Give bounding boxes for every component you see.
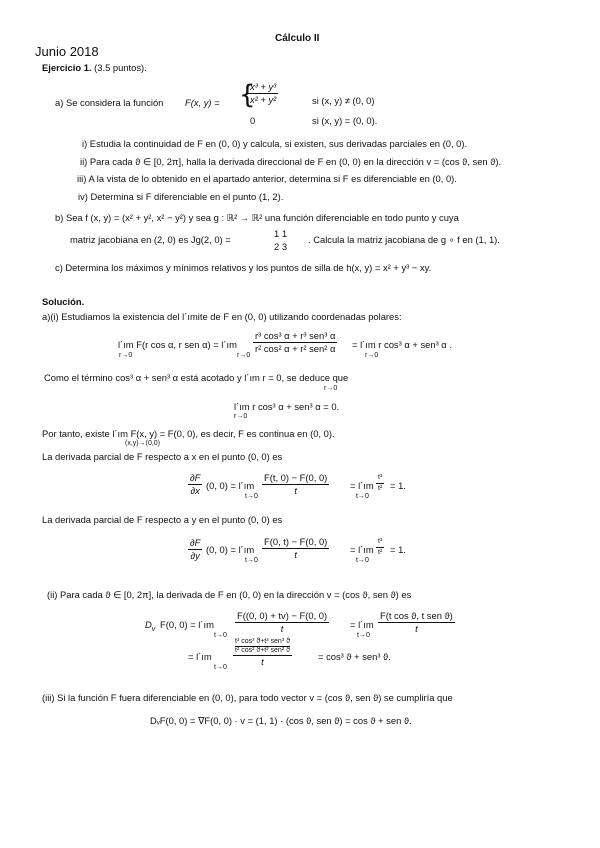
polar-rhs: = l´ım r cos³ α + sen³ α . — [352, 339, 452, 350]
part-a-case1: si (x, y) ≠ (0, 0) — [312, 95, 375, 106]
jacobian-row-1: 1 1 — [274, 228, 288, 239]
ii-intro: (ii) Para cada ϑ ∈ [0, 2π], la derivada de F en (0, 0) en la dirección v = (cos ϑ, sen ϑ) es — [47, 589, 412, 600]
iii-intro: (iii) Si la función F fuera diferenciable en (0, 0), para todo vector v = (cos ϑ, sen ϑ) se cumpliría que — [42, 692, 453, 703]
dfdy-frac-den: t — [294, 549, 297, 561]
part-a-zero: 0 — [250, 115, 256, 126]
dv-den2: t — [415, 623, 418, 635]
polar-numerator: r³ cos³ α + r³ sen³ α — [253, 331, 337, 343]
dv-sub: v — [151, 625, 156, 633]
bounded-sub: r→0 — [324, 385, 338, 392]
dfdx-sub-1: t→0 — [245, 493, 258, 500]
dv-nested-num — [233, 638, 292, 656]
dfdx-t-fraction — [376, 474, 384, 492]
dv-inner-den: t² cos² ϑ+t² sen² ϑ — [235, 646, 290, 654]
dv-fraction-2 — [378, 611, 455, 635]
continuity-sub: (x,y)→(0,0) — [125, 440, 160, 447]
dfdx-frac-num: F(t, 0) − F(0, 0) — [262, 473, 329, 485]
exercise-item-ii: ii) Para cada ϑ ∈ [0, 2π], halla la derivada direccional de F en (0, 0) en la dirección v = (cos ϑ, sen ϑ). — [80, 156, 502, 167]
part-a-function: F(x, y) = — [185, 97, 220, 108]
solution-title: Solución. — [42, 296, 85, 307]
part-a-intro: a) Se considera la función — [55, 97, 164, 108]
part-b-line1: b) Sea f (x, y) = (x² + y², x² − y²) y sea g : ℝ² → ℝ² una función diferenciable en todo punto y cuya — [55, 212, 459, 223]
dv-result: = cos³ ϑ + sen³ ϑ. — [318, 651, 391, 662]
dfdx-symbol — [188, 473, 202, 497]
part-b-line2a: matriz jacobiana en (2, 0) es Jg(2, 0) = — [70, 234, 231, 245]
limit-zero: l´ım r cos³ α + sen³ α = 0. — [234, 401, 340, 412]
dfdx-fraction — [262, 473, 329, 497]
jacobian-matrix — [274, 227, 287, 253]
part-b-line2b: . Calcula la matriz jacobiana de g ∘ f en (1, 1). — [308, 234, 500, 245]
dv-num2: F(t cos ϑ, t sen ϑ) — [378, 611, 455, 623]
jacobian-row-2: 2 3 — [274, 241, 288, 253]
dv-fraction-1 — [235, 611, 329, 635]
exercise-item-iv: iv) Determina si F diferenciable en el punto (1, 2). — [78, 191, 284, 202]
exercise-item-i: i) Estudia la continuidad de F en (0, 0) y calcula, si existen, sus derivadas parciales en (0, 0). — [82, 138, 468, 149]
exercise-title: Ejercicio 1. — [42, 62, 92, 73]
dv-d: D — [145, 619, 152, 630]
partial-x-text: La derivada parcial de F respecto a x en el punto (0, 0) es — [42, 451, 283, 462]
dv-nested-den: t — [261, 656, 264, 668]
dfdx-t3: t³ — [376, 474, 384, 484]
dv-num1: F((0, 0) + tv) − F(0, 0) — [235, 611, 329, 623]
dfdy-rhs: = l´ım — [350, 544, 374, 555]
dv-sub-1: t→0 — [214, 632, 227, 639]
dfdy-t-fraction — [376, 538, 384, 556]
bounded-text: Como el término cos³ α + sen³ α está acotado y l´ım r = 0, se deduce que — [44, 372, 349, 383]
dv-sub-2: t→0 — [357, 632, 370, 639]
dfdy-at: (0, 0) = l´ım — [206, 544, 255, 555]
part-a-numerator: x³ + y³ — [248, 82, 278, 94]
dfdx-t2: t² — [378, 484, 383, 492]
dfdy-frac-num: F(0, t) − F(0, 0) — [262, 537, 329, 549]
dv-mid: = l´ım — [350, 619, 374, 630]
dv-den1: t — [280, 623, 284, 635]
polar-fraction — [253, 331, 337, 355]
dfdy-t3: t³ — [376, 538, 384, 548]
dfdy-sub-2: t→0 — [356, 557, 369, 564]
solution-a-i-intro: a)(i) Estudiamos la existencia del l´ımite de F en (0, 0) utilizando coordenadas polares: — [42, 311, 402, 322]
dfdx-rhs: = l´ım — [350, 480, 374, 491]
polar-denominator: r² cos² α + r² sen² α — [255, 343, 336, 355]
partial-y-text: La derivada parcial de F respecto a y en el punto (0, 0) es — [42, 514, 283, 525]
dfdy-result: = 1. — [390, 544, 406, 555]
course-title: Cálculo II — [275, 33, 320, 44]
polar-sub-3: r→0 — [365, 352, 379, 359]
polar-lhs: l´ım F(r cos α, r sen α) = l´ım — [118, 339, 237, 350]
part-a-case2: si (x, y) = (0, 0). — [312, 115, 378, 126]
dfdy-sub-1: t→0 — [245, 557, 258, 564]
exam-date: Junio 2018 — [35, 44, 99, 59]
dfdx-frac-den: t — [294, 485, 297, 497]
iii-equation: DᵥF(0, 0) = ∇F(0, 0) · v = (1, 1) · (cos ϑ, sen ϑ) = cos ϑ + sen ϑ. — [150, 715, 412, 726]
continuity-text: Por tanto, existe l´ım F(x, y) = F(0, 0), es decir, F es continua en (0, 0). — [42, 428, 335, 439]
exercise-item-iii: iii) A la vista de lo obtenido en el apartado anterior, determina si F es diferenciable en (0, 0). — [77, 173, 457, 184]
dv-nested-fraction — [233, 638, 292, 668]
polar-sub-2: r→0 — [237, 352, 251, 359]
dfdx-num: ∂F — [188, 473, 202, 485]
part-a-fraction — [248, 82, 278, 106]
dv-lhs — [145, 620, 155, 634]
piecewise-brace: { — [239, 80, 256, 110]
dv-line2-eq: = l´ım — [188, 651, 212, 662]
polar-sub-1: r→0 — [119, 352, 133, 359]
dfdx-at: (0, 0) = l´ım — [206, 480, 255, 491]
dfdy-symbol — [188, 538, 202, 562]
dfdx-sub-2: t→0 — [356, 493, 369, 500]
dv-sub-3: t→0 — [214, 664, 227, 671]
dfdy-num: ∂F — [188, 538, 202, 550]
limit-zero-sub: r→0 — [234, 413, 248, 420]
dfdx-result: = 1. — [390, 480, 406, 491]
dfdx-den: ∂x — [190, 485, 200, 497]
dv-inner-num: t³ cos³ ϑ+t³ sen³ ϑ — [235, 638, 290, 645]
part-a-denominator: x² + y² — [250, 94, 277, 106]
dfdy-t2: t² — [378, 548, 383, 556]
dv-at: F(0, 0) = l´ım — [160, 619, 214, 630]
dfdy-fraction — [262, 537, 329, 561]
exercise-points: (3.5 puntos). — [94, 62, 147, 73]
dfdy-den: ∂y — [190, 550, 200, 562]
part-c-line: c) Determina los máximos y mínimos relativos y los puntos de silla de h(x, y) = x² + y³ − xy. — [55, 262, 432, 273]
exercise-heading — [42, 63, 147, 74]
